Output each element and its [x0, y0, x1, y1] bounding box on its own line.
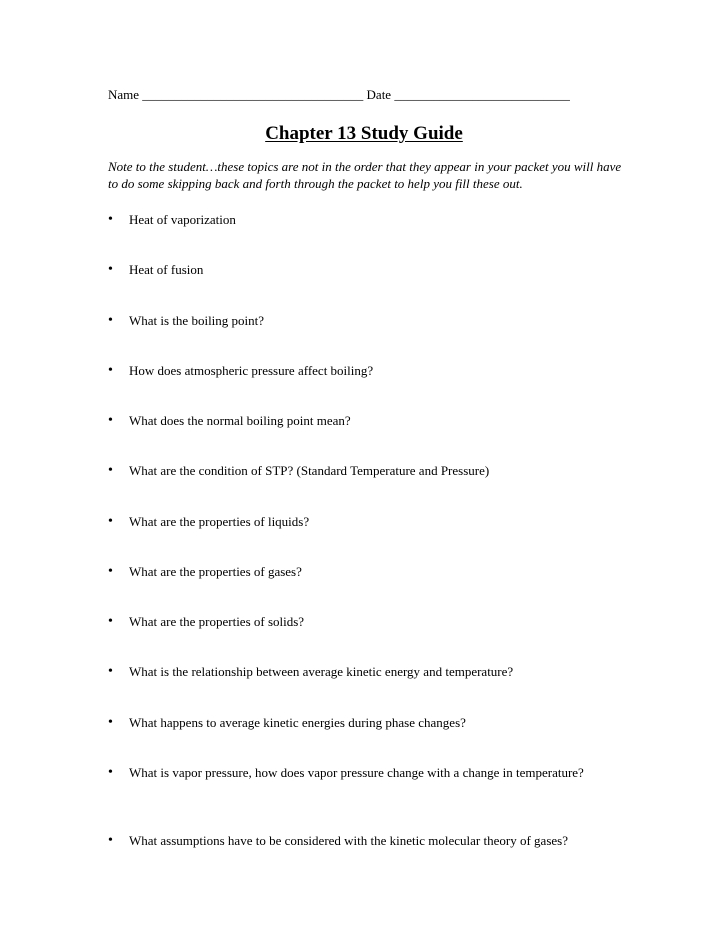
list-item-text: What does the normal boiling point mean? [129, 413, 351, 428]
bullet-icon: • [108, 614, 113, 629]
list-item [108, 312, 628, 329]
list-item [108, 513, 628, 530]
list-item-text: What are the properties of solids? [129, 614, 305, 629]
bullet-icon: • [108, 564, 113, 579]
page-title [0, 122, 728, 146]
list-item-text: What are the condition of STP? (Standard Temperature and Pressure) [129, 463, 490, 478]
bullet-icon: • [108, 313, 113, 328]
bullet-icon: • [108, 262, 113, 277]
bullet-icon: • [108, 833, 113, 848]
list-item-text: What is the boiling point? [129, 313, 265, 328]
list-item-text: Heat of vaporization [129, 212, 236, 227]
list-item [108, 362, 628, 379]
list-item [108, 211, 628, 228]
list-item [108, 764, 628, 781]
list-item [108, 832, 628, 849]
list-item [108, 714, 628, 731]
bullet-icon: • [108, 413, 113, 428]
list-item [108, 663, 628, 680]
bullet-icon: • [108, 212, 113, 227]
list-item [108, 563, 628, 580]
bullet-icon: • [108, 715, 113, 730]
name-date-line: Name __________________________________ Date ___________________________ [108, 87, 570, 102]
bullet-icon: • [108, 463, 113, 478]
bullet-icon: • [108, 514, 113, 529]
list-item-text: What are the properties of gases? [129, 564, 302, 579]
list-item-text: What is the relationship between average kinetic energy and temperature? [129, 664, 514, 679]
list-item-text: What is vapor pressure, how does vapor pressure change with a change in temperature? [129, 765, 584, 780]
list-item-text: What are the properties of liquids? [129, 514, 310, 529]
list-item [108, 261, 628, 278]
list-item-text: Heat of fusion [129, 262, 204, 277]
bullet-icon: • [108, 664, 113, 679]
list-item [108, 462, 628, 479]
bullet-icon: • [108, 363, 113, 378]
list-item-text: What assumptions have to be considered with the kinetic molecular theory of gases? [129, 833, 568, 848]
list-item [108, 412, 628, 429]
list-item [108, 613, 628, 630]
student-note: Note to the student…these topics are not in the order that they appear in your packet you will have to do some skipping back and forth through the packet to help you fill these out. [108, 159, 622, 191]
bullet-icon: • [108, 765, 113, 780]
list-item-text: What happens to average kinetic energies during phase changes? [129, 715, 466, 730]
page-title-text: Chapter 13 Study Guide [265, 123, 463, 144]
list-item-text: How does atmospheric pressure affect boiling? [129, 363, 374, 378]
